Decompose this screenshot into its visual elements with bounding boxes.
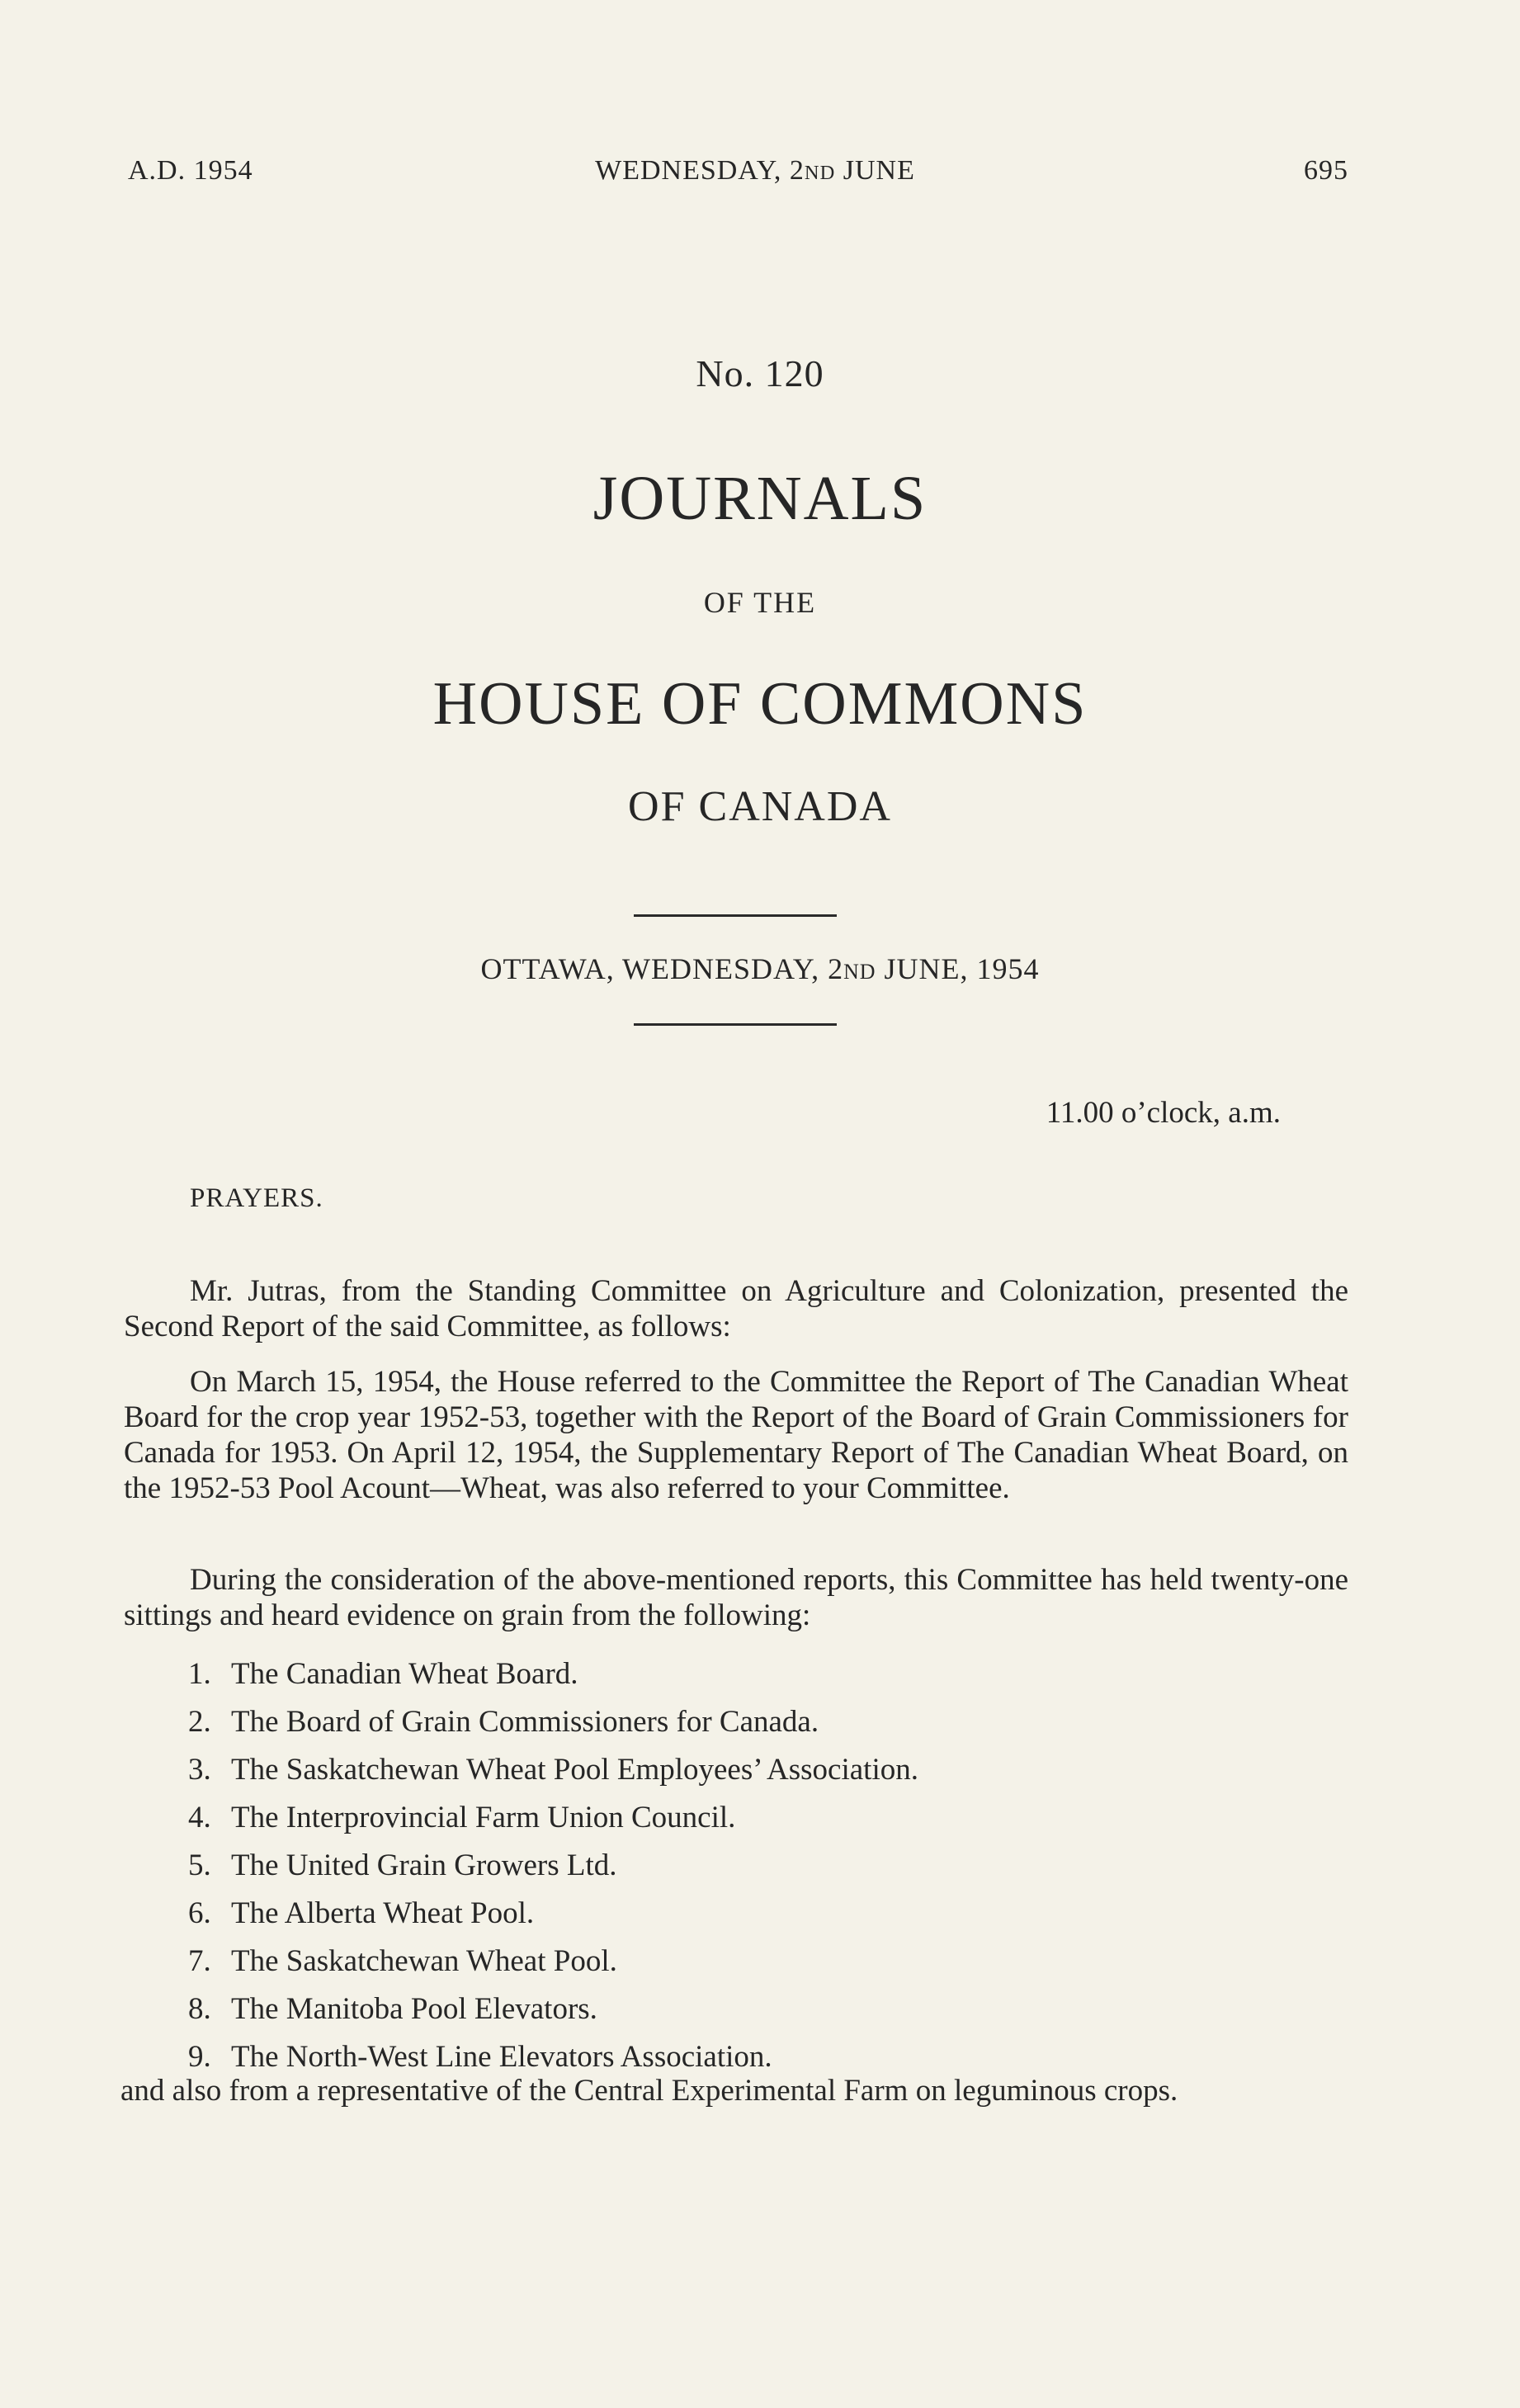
house-of-commons-title: HOUSE OF COMMONS	[432, 670, 1088, 738]
list-item-text: The Saskatchewan Wheat Pool Employees’ Association.	[231, 1753, 918, 1787]
report-intro-paragraph: Mr. Jutras, from the Standing Committee on Agriculture and Colonization, presented the Second Report of the said Committee, as follows:	[124, 1274, 1348, 1343]
list-item	[188, 1650, 918, 1698]
list-item-number: 1.	[188, 1657, 211, 1691]
list-item	[188, 1938, 918, 1985]
list-item-text: The Alberta Wheat Pool.	[231, 1896, 535, 1930]
list-item-number: 3.	[188, 1753, 211, 1787]
divider-rule-top	[634, 914, 837, 917]
divider-rule-bottom	[634, 1023, 837, 1026]
list-item-text: The North-West Line Elevators Association.	[231, 2040, 772, 2074]
of-canada-heading: OF CANADA	[628, 783, 892, 830]
of-the-heading: OF THE	[703, 586, 817, 619]
list-item	[188, 1698, 918, 1746]
list-item-number: 9.	[188, 2040, 211, 2074]
running-head-date	[0, 157, 1515, 185]
sitting-date-ordinal: ND	[843, 960, 876, 984]
witness-list	[188, 1650, 918, 2081]
list-item-number: 2.	[188, 1705, 211, 1739]
list-item-text: The Board of Grain Commissioners for Canada.	[231, 1705, 819, 1739]
list-item	[188, 1842, 918, 1890]
sitting-date-line	[0, 954, 1520, 984]
list-item-number: 6.	[188, 1896, 211, 1930]
list-item	[188, 1794, 918, 1842]
journal-number: No. 120	[696, 352, 824, 394]
list-item-number: 4.	[188, 1801, 211, 1834]
report-closing-paragraph: and also from a representative of the Central Experimental Farm on leguminous crops.	[120, 2074, 1178, 2108]
list-item	[188, 1890, 918, 1938]
list-item	[188, 1746, 918, 1794]
journals-title: JOURNALS	[592, 464, 928, 533]
list-item-text: The Manitoba Pool Elevators.	[231, 1992, 597, 2026]
list-item	[188, 1985, 918, 2033]
prayers-heading: PRAYERS.	[190, 1183, 323, 1213]
list-item-text: The Saskatchewan Wheat Pool.	[231, 1944, 617, 1978]
running-head-year: A.D. 1954	[128, 155, 253, 186]
report-sittings-paragraph: During the consideration of the above-mentioned reports, this Committee has held twenty-one sittings and heard evidence on grain from the following:	[124, 1563, 1348, 1632]
list-item-text: The Interprovincial Farm Union Council.	[231, 1801, 736, 1834]
report-reference-paragraph: On March 15, 1954, the House referred to the Committee the Report of The Canadian Wheat Board for the crop year 1952-53, together with the Report of the Board of Grain Commissioners for Canada for 1953. On April 12, 1954, the Supplementary Report of The Canadian Wheat Board, on the 1952-53 Pool Acount—Wheat, was also referred to your Committee.	[124, 1365, 1348, 1505]
running-head-date-ordinal: ND	[804, 162, 836, 184]
list-item-text: The Canadian Wheat Board.	[231, 1657, 578, 1691]
list-item-number: 7.	[188, 1944, 211, 1978]
list-item-text: The United Grain Growers Ltd.	[231, 1848, 617, 1882]
sitting-date-suffix: JUNE, 1954	[876, 952, 1040, 985]
sitting-date-prefix: OTTAWA, WEDNESDAY, 2	[480, 952, 844, 985]
sitting-time: 11.00 o’clock, a.m.	[1046, 1096, 1281, 1130]
list-item-number: 8.	[188, 1992, 211, 2026]
running-head-date-prefix: WEDNESDAY, 2	[595, 155, 805, 186]
page-number: 695	[1304, 155, 1348, 186]
running-head-date-suffix: JUNE	[835, 155, 915, 186]
list-item-number: 5.	[188, 1848, 211, 1882]
